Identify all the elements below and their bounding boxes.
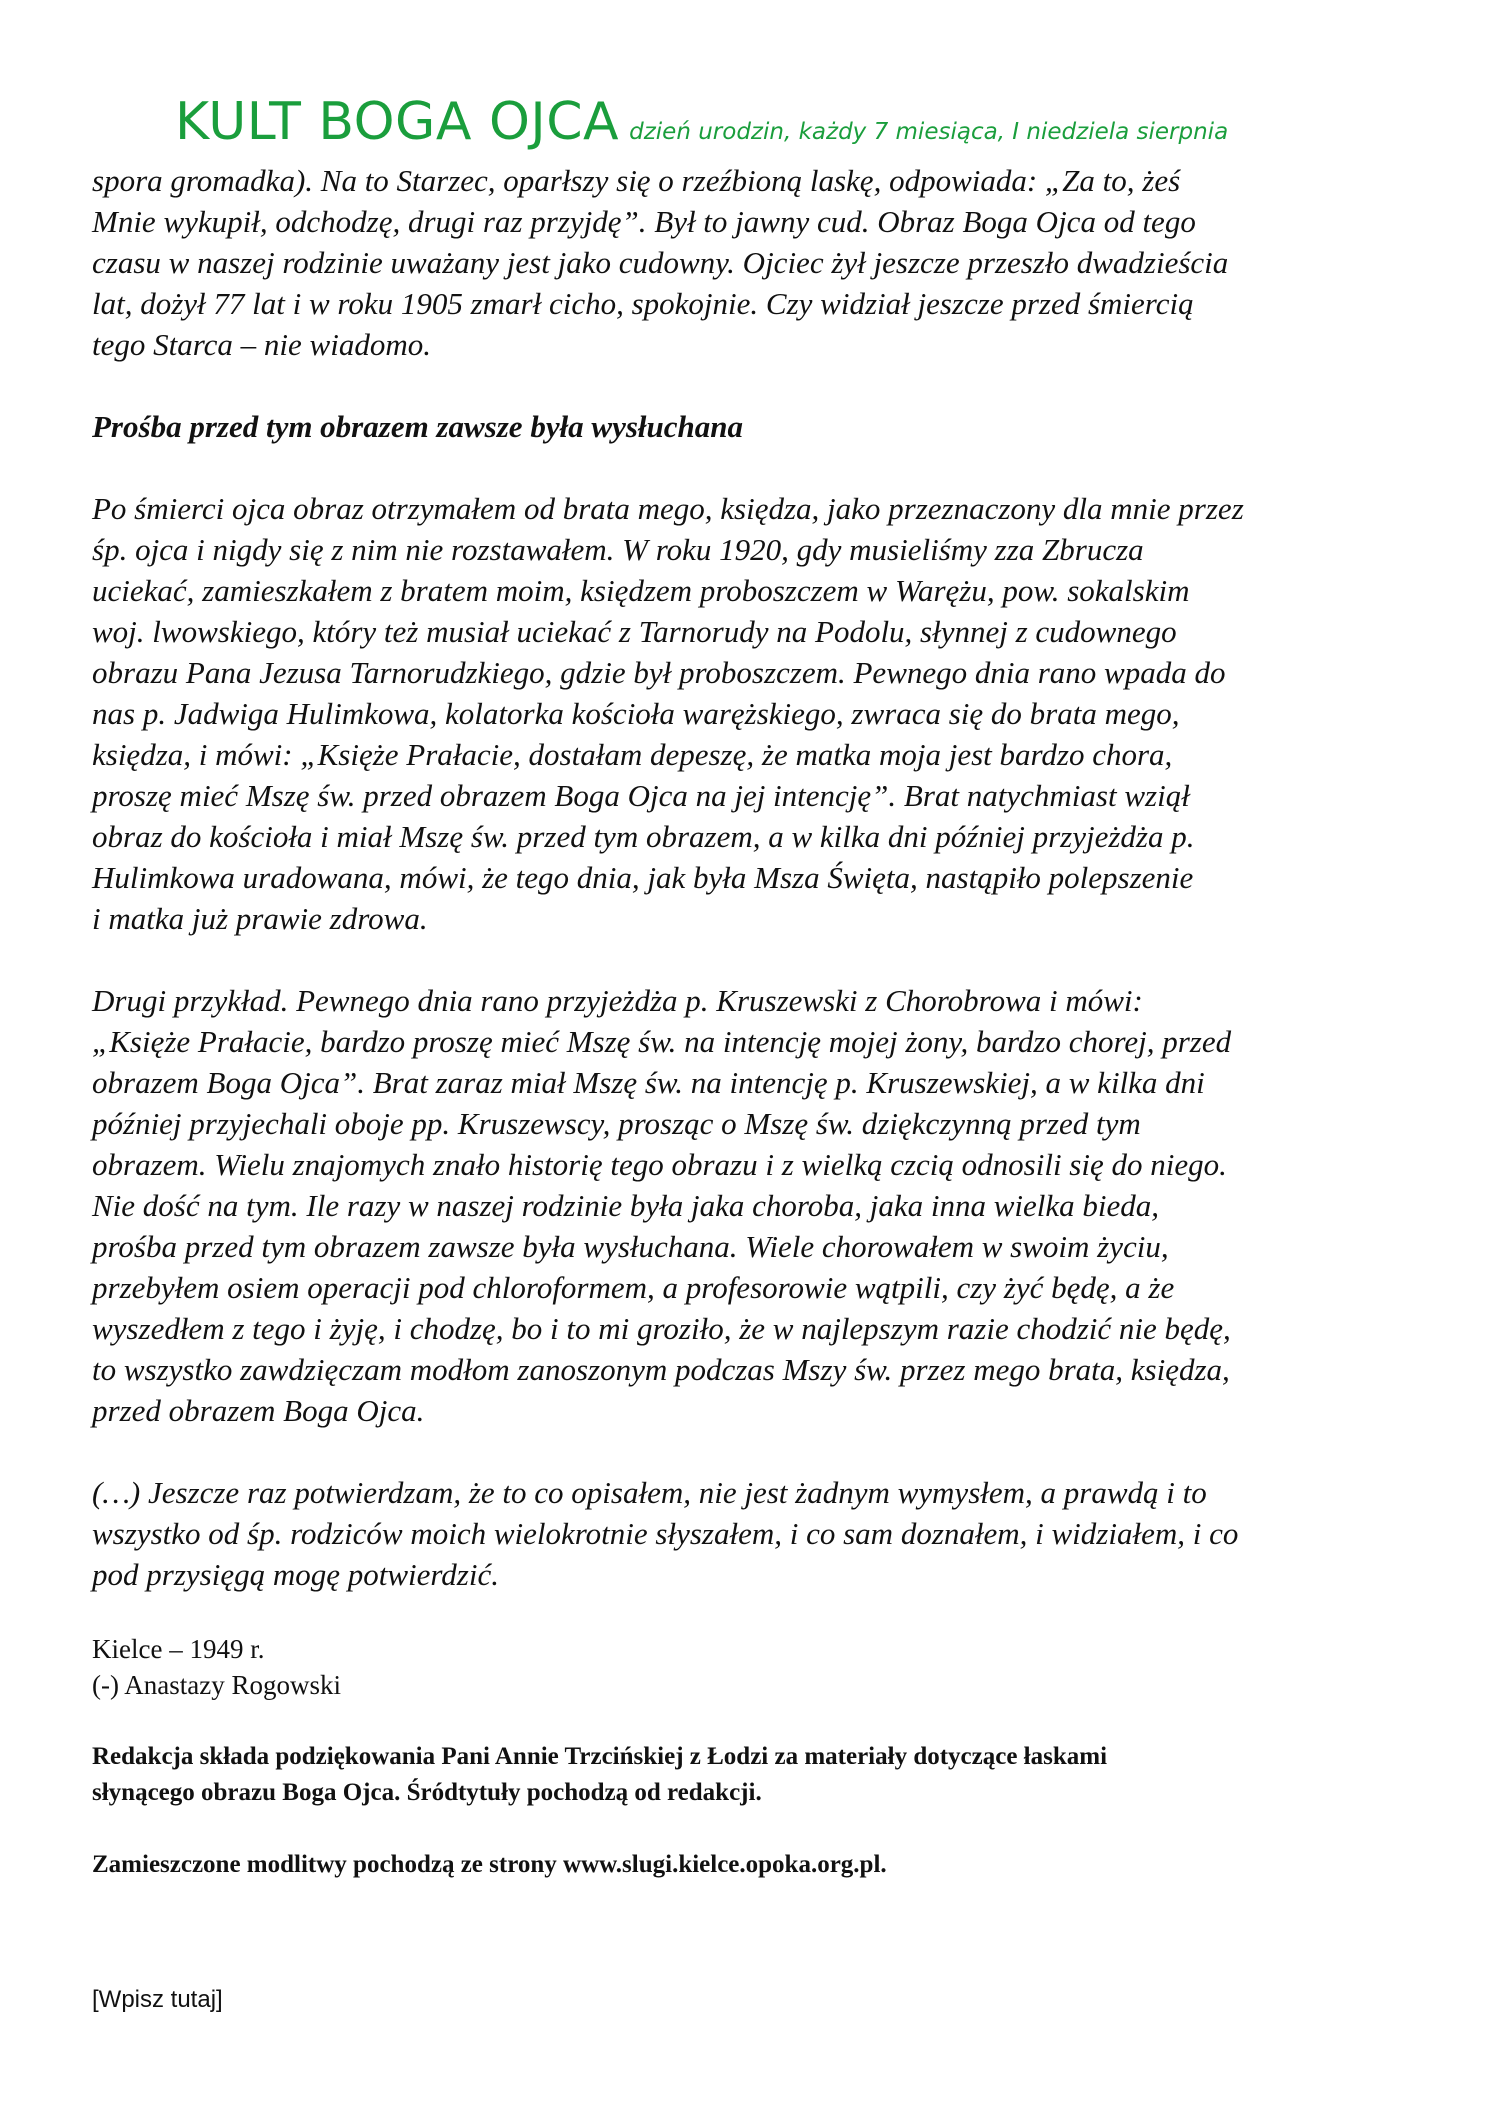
text-line: (…) Jeszcze raz potwierdzam, że to co opisałem, nie jest żadnym wymysłem, a prawdą i to xyxy=(92,1475,1207,1510)
text-line: wyszedłem z tego i żyję, i chodzę, bo i to mi groziło, że w najlepszym razie chodzić nie będę, xyxy=(92,1311,1231,1346)
footer-placeholder[interactable]: [Wpisz tutaj] xyxy=(92,1986,223,2013)
text-line: woj. lwowskiego, który też musiał uciekać z Tarnorudy na Podolu, słynnej z cudownego xyxy=(92,614,1177,649)
text-line: Nie dość na tym. Ile razy w naszej rodzinie była jaka choroba, jaka inna wielka bieda, xyxy=(92,1188,1160,1223)
signature-place-date: Kielce – 1949 r. xyxy=(92,1634,265,1664)
text-line: przebyłem osiem operacji pod chloroformem, a profesorowie wątpili, czy żyć będę, a że xyxy=(92,1270,1175,1305)
article-body xyxy=(92,160,1437,1883)
text-line: Redakcja składa podziękowania Pani Annie Trzcińskiej z Łodzi za materiały dotyczące łaskami xyxy=(92,1743,1108,1770)
paragraph-second-example xyxy=(92,980,1437,1431)
text-line: księdza, i mówi: „Księże Prałacie, dostałam depeszę, że matka moja jest bardzo chora, xyxy=(92,737,1173,772)
text-line: Po śmierci ojca obraz otrzymałem od brata mego, księdza, jako przeznaczony dla mnie przez xyxy=(92,491,1244,526)
intro-paragraph xyxy=(92,160,1437,365)
editorial-thanks xyxy=(92,1739,1437,1811)
text-line: „Księże Prałacie, bardzo proszę mieć Mszę św. na intencję mojej żony, bardzo chorej, przed xyxy=(92,1024,1232,1059)
header-subtitle: dzień urodzin, każdy 7 miesiąca, I niedziela sierpnia xyxy=(629,119,1229,145)
text-line: proszę mieć Mszę św. przed obrazem Boga Ojca na jej intencję”. Brat natychmiast wziął xyxy=(92,778,1190,813)
text-line: i matka już prawie zdrowa. xyxy=(92,901,428,936)
text-line: tego Starca – nie wiadomo. xyxy=(92,327,431,362)
text-line: obrazem Boga Ojca”. Brat zaraz miał Mszę św. na intencję p. Kruszewskiej, a w kilka dni xyxy=(92,1065,1205,1100)
text-line: Hulimkowa uradowana, mówi, że tego dnia, jak była Msza Święta, nastąpiło polepszenie xyxy=(92,860,1194,895)
prayers-source-note: Zamieszczone modlitwy pochodzą ze strony www.slugi.kielce.opoka.org.pl. xyxy=(92,1851,887,1878)
text-line: obrazu Pana Jezusa Tarnorudzkiego, gdzie był proboszczem. Pewnego dnia rano wpada do xyxy=(92,655,1226,690)
text-line: pod przysięgą mogę potwierdzić. xyxy=(92,1557,499,1592)
signature-name: (-) Anastazy Rogowski xyxy=(92,1670,341,1700)
text-line: Mnie wykupił, odchodzę, drugi raz przyjdę”. Był to jawny cud. Obraz Boga Ojca od tego xyxy=(92,204,1196,239)
text-line: lat, dożył 77 lat i w roku 1905 zmarł cicho, spokojnie. Czy widział jeszcze przed śmiercią xyxy=(92,286,1194,321)
text-line: obraz do kościoła i miał Mszę św. przed tym obrazem, a w kilka dni później przyjeżdża p. xyxy=(92,819,1195,854)
text-line: słynącego obrazu Boga Ojca. Śródtytuły pochodzą od redakcji. xyxy=(92,1779,762,1806)
text-line: przed obrazem Boga Ojca. xyxy=(92,1393,425,1428)
text-line: uciekać, zamieszkałem z bratem moim, księdzem proboszczem w Warężu, pow. sokalskim xyxy=(92,573,1190,608)
paragraph-confirmation xyxy=(92,1472,1437,1595)
text-line: spora gromadka). Na to Starzec, oparłszy się o rzeźbioną laskę, odpowiada: „Za to, żeś xyxy=(92,163,1181,198)
text-line: to wszystko zawdzięczam modłom zanoszonym podczas Mszy św. przez mego brata, księdza, xyxy=(92,1352,1230,1387)
text-line: później przyjechali oboje pp. Kruszewscy, prosząc o Mszę św. dziękczynną przed tym xyxy=(92,1106,1141,1141)
paragraph-first-example xyxy=(92,488,1437,939)
text-line: wszystko od śp. rodziców moich wielokrotnie słyszałem, i co sam doznałem, i widziałem, i co xyxy=(92,1516,1239,1551)
section-heading: Prośba przed tym obrazem zawsze była wysłuchana xyxy=(92,409,744,444)
text-line: nas p. Jadwiga Hulimkowa, kolatorka kościoła warężskiego, zwraca się do brata mego, xyxy=(92,696,1180,731)
text-line: obrazem. Wielu znajomych znało historię tego obrazu i z wielką czcią odnosili się do niego. xyxy=(92,1147,1227,1182)
text-line: prośba przed tym obrazem zawsze była wysłuchana. Wiele chorowałem w swoim życiu, xyxy=(92,1229,1169,1264)
signature-block xyxy=(92,1631,1437,1703)
text-line: śp. ojca i nigdy się z nim nie rozstawałem. W roku 1920, gdy musieliśmy zza Zbrucza xyxy=(92,532,1144,567)
text-line: Drugi przykład. Pewnego dnia rano przyjeżdża p. Kruszewski z Chorobrowa i mówi: xyxy=(92,983,1143,1018)
header-title: KULT BOGA OJCA xyxy=(175,92,620,152)
page-header xyxy=(175,92,1228,152)
text-line: czasu w naszej rodzinie uważany jest jako cudowny. Ojciec żył jeszcze przeszło dwadzieścia xyxy=(92,245,1229,280)
